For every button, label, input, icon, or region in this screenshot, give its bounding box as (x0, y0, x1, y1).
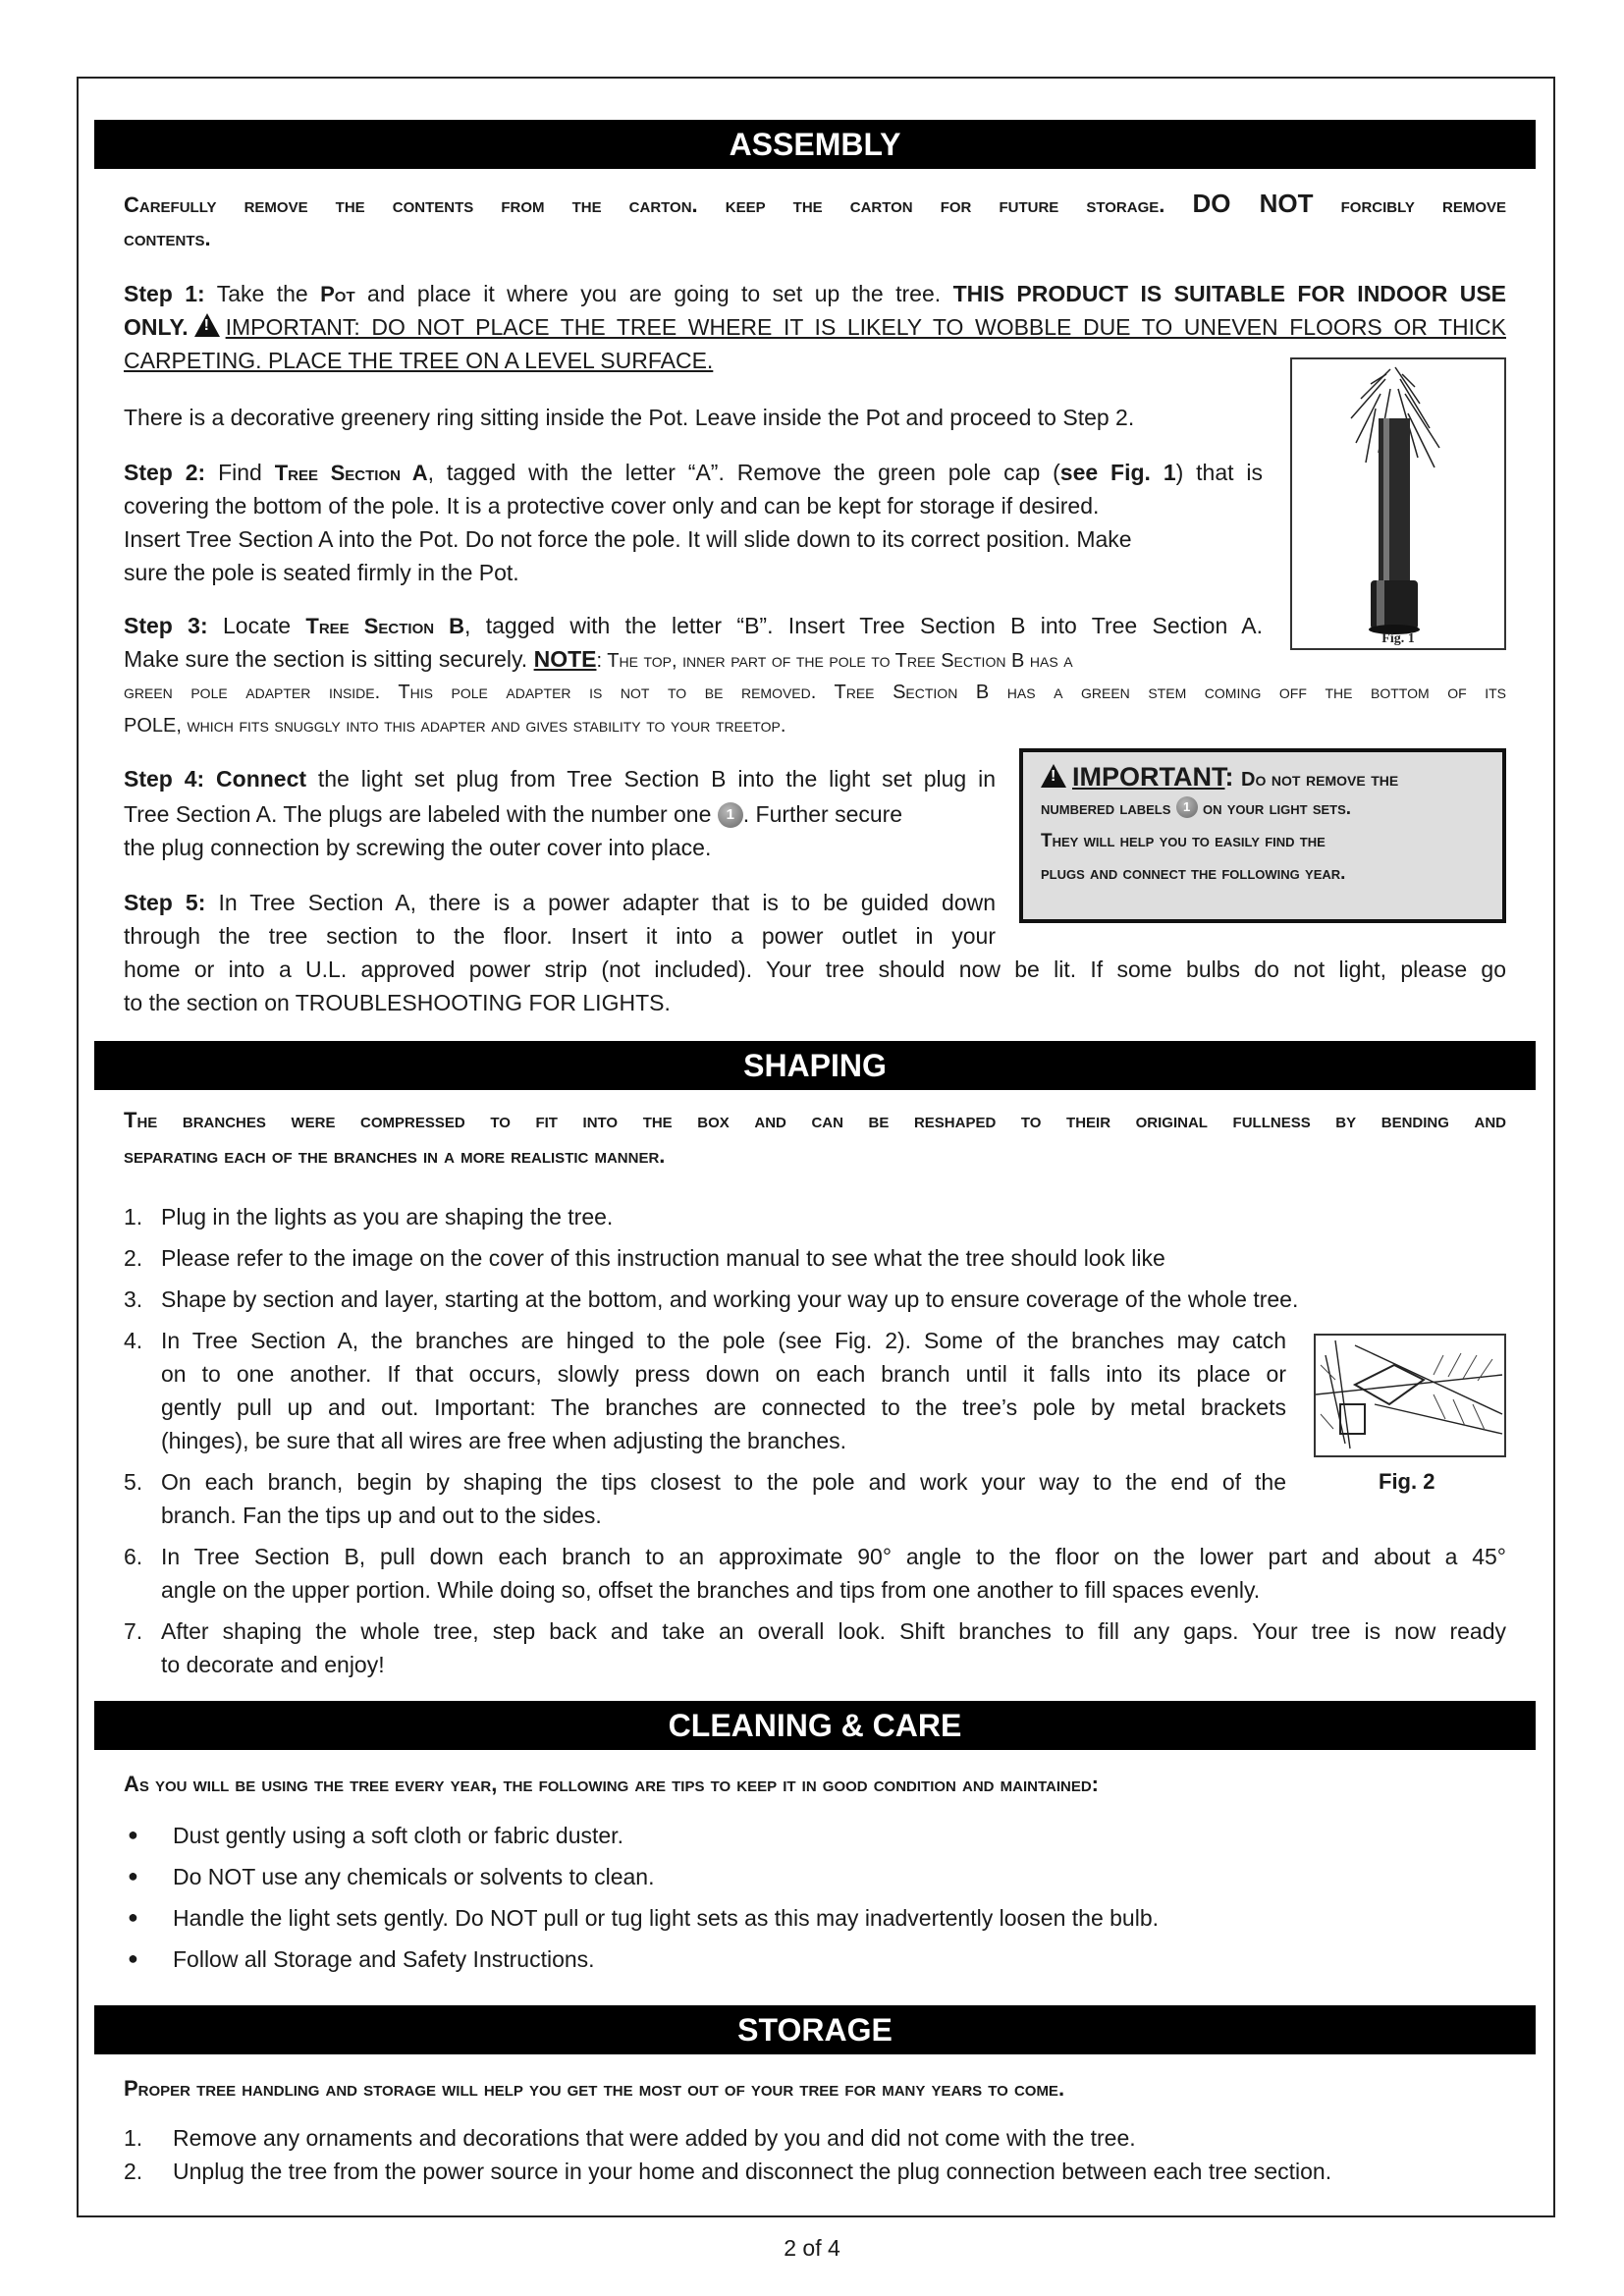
step3-line1: Step 3: Locate Tree Section B, tagged with the letter “B”. Insert Tree Section B into Tree Section A. (124, 613, 1264, 638)
assembly-header: ASSEMBLY (94, 120, 1536, 169)
pole-illustration (1292, 359, 1504, 648)
fig1-caption: Fig. 1 (1381, 631, 1415, 646)
list-item: Handle the light sets gently. Do NOT pull or tug light sets as this may inadvertently loosen the bulb. (173, 1905, 1160, 1931)
number-one-badge: 1 (718, 802, 743, 828)
list-item: In Tree Section B, pull down each branch to an approximate 90° angle to the floor on the lower part and about a 45° (161, 1544, 1506, 1569)
step5-line4: to the section on TROUBLESHOOTING FOR LIGHTS. (124, 990, 671, 1015)
list-item: Follow all Storage and Safety Instructions. (173, 1946, 595, 1972)
list-item: Please refer to the image on the cover of this instruction manual to see what the tree should look like (161, 1245, 1165, 1271)
step2-line1: Step 2: Find Tree Section A, tagged with the letter “A”. Remove the green pole cap (see Fig. 1) that is (124, 460, 1264, 485)
cleaning-header: CLEANING & CARE (94, 1701, 1536, 1750)
number-one-badge: 1 (1176, 796, 1198, 818)
step3-line3: green pole adapter inside. This pole adapter is not to be removed. Tree Section B has a green stem coming off the bottom of its (124, 682, 1506, 703)
ring-text: There is a decorative greenery ring sitting inside the Pot. Leave inside the Pot and proceed to Step 2. (124, 405, 1135, 430)
assembly-intro: Carefully remove the contents from the carton. keep the carton for future storage. DO NOT forcibly remove (124, 189, 1507, 218)
step5-line3: home or into a U.L. approved power strip (not included). Your tree should now be lit. If some bulbs do not light, please go (124, 957, 1506, 982)
step2-line4: sure the pole is seated firmly in the Pot. (124, 560, 519, 585)
step2-line2: covering the bottom of the pole. It is a protective cover only and can be kept for storage if desired. (124, 493, 1100, 519)
step4-line3: the plug connection by screwing the outer cover into place. (124, 835, 712, 860)
list-item: Plug in the lights as you are shaping the tree. (161, 1204, 614, 1230)
storage-header: STORAGE (94, 2005, 1536, 2054)
warning-icon: ! (194, 313, 220, 337)
fig2-caption: Fig. 2 (1379, 1469, 1435, 1494)
storage-intro: Proper tree handling and storage will help you get the most out of your tree for many years to come. (124, 2076, 1065, 2101)
list-item: Dust gently using a soft cloth or fabric duster. (173, 1823, 623, 1848)
bullet-icon: ● (128, 1948, 138, 1968)
step3-line4: POLE, which fits snuggly into this adapter and gives stability to your treetop. (124, 715, 786, 737)
list-item: In Tree Section A, the branches are hinged to the pole (see Fig. 2). Some of the branches may catch (161, 1328, 1286, 1353)
step1-line1: Step 1: Take the Pot and place it where you are going to set up the tree. THIS PRODUCT IS SUITABLE FOR INDOOR USE (124, 281, 1507, 306)
figure-1 (1290, 357, 1506, 650)
assembly-intro-cont: contents. (124, 226, 211, 250)
list-item: Remove any ornaments and decorations that were added by you and did not come with the tree. (173, 2125, 1136, 2151)
step5-line2: through the tree section to the floor. Insert it into a power outlet in your (124, 923, 996, 949)
bullet-icon: ● (128, 1866, 138, 1886)
bullet-icon: ● (128, 1907, 138, 1927)
step1-line2: ONLY. ! IMPORTANT: DO NOT PLACE THE TREE WHERE IT IS LIKELY TO WOBBLE DUE TO UNEVEN FLOORS OR THICK (124, 314, 1506, 340)
list-item: Do NOT use any chemicals or solvents to clean. (173, 1864, 655, 1889)
important-callout: ! IMPORTANT: Do not remove the numbered labels 1 on your light sets. They will help you to easily find the plugs and connect the following year. (1019, 748, 1506, 923)
list-item: After shaping the whole tree, step back and take an overall look. Shift branches to fill any gaps. Your tree is now ready (161, 1618, 1506, 1644)
step1-line3: CARPETING. PLACE THE TREE ON A LEVEL SURFACE. (124, 348, 714, 373)
branch-hinge-illustration (1316, 1336, 1504, 1455)
step3-line2: Make sure the section is sitting securely. NOTE: The top, inner part of the pole to Tree Section B has a (124, 646, 1073, 672)
step5-line1: Step 5: In Tree Section A, there is a power adapter that is to be guided down (124, 890, 997, 915)
shaping-header: SHAPING (94, 1041, 1536, 1090)
warning-icon: ! (1041, 764, 1066, 788)
shaping-intro-1: The branches were compressed to fit into the box and can be reshaped to their original fullness by bending and (124, 1108, 1506, 1132)
step2-line3: Insert Tree Section A into the Pot. Do not force the pole. It will slide down to its correct position. Make (124, 526, 1132, 552)
bullet-icon: ● (128, 1825, 138, 1844)
list-item: On each branch, begin by shaping the tips closest to the pole and work your way to the end of the (161, 1469, 1286, 1495)
figure-2 (1314, 1334, 1506, 1457)
step4-line2: Tree Section A. The plugs are labeled with the number one 1 . Further secure (124, 801, 903, 827)
list-item: Unplug the tree from the power source in your home and disconnect the plug connection between each tree section. (173, 2159, 1332, 2184)
page-number: 2 of 4 (784, 2235, 840, 2261)
step4-line1: Step 4: Connect the light set plug from Tree Section B into the light set plug in (124, 766, 996, 792)
list-item: Shape by section and layer, starting at the bottom, and working your way up to ensure coverage of the whole tree. (161, 1286, 1299, 1312)
cleaning-intro: As you will be using the tree every year, the following are tips to keep it in good condition and maintained: (124, 1772, 1099, 1796)
shaping-intro-2: separating each of the branches in a more realistic manner. (124, 1143, 666, 1168)
